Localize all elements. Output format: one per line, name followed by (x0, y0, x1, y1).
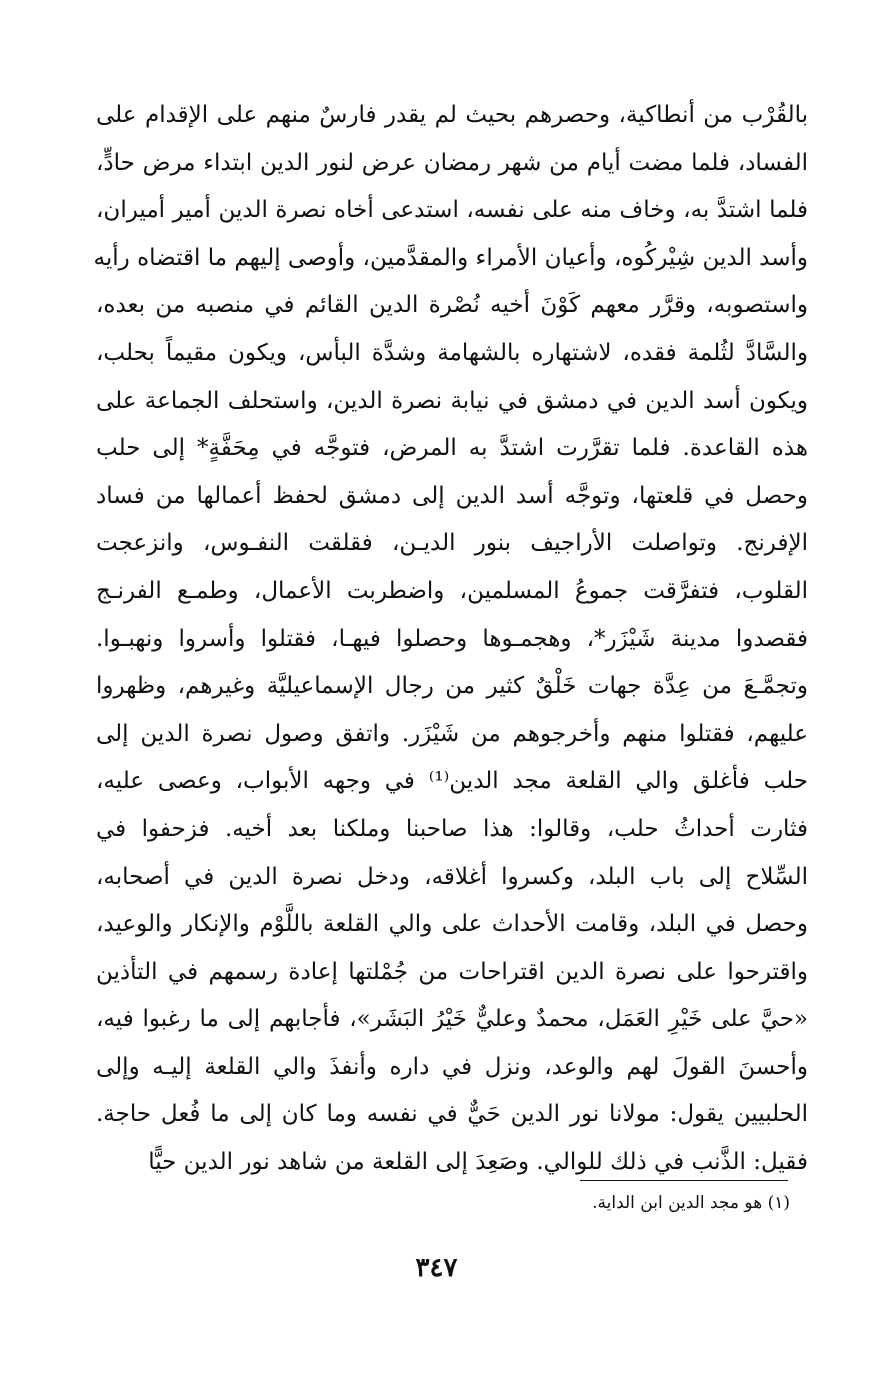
text-line: وأسد الدين شِيْركُوه، وأعيان الأمراء والمقدَّمين، وأوصى إليهم ما اقتضاه رأيه (93, 244, 808, 271)
text-line: عليهم، فقتلوا منهم وأخرجوهم من شَيْزَر. واتفق وصول نصرة الدين إلى (96, 720, 808, 747)
text-line: وأحسنَ القولَ لهم والوعد، ونزل في داره وأنفذَ والي القلعة إليـه وإلى (96, 1053, 808, 1080)
text-line: حلب فأغلق والي القلعة مجد الدين⁽¹⁾ في وجهه الأبواب، وعصى عليه، (96, 768, 808, 795)
text-line: فثارت أحداثُ حلب، وقالوا: هذا صاحبنا وملكنا بعد أخيه. فزحفوا في (96, 815, 808, 842)
footnote-separator (580, 1180, 788, 1181)
text-line: الفساد، فلما مضت أيام من شهر رمضان عرض لنور الدين ابتداء مرض حادٍّ، (96, 149, 808, 176)
text-line: هذه القاعدة. فلما تقرَّرت اشتدَّ به المرض، فتوجَّه في مِحَفَّةٍ* إلى حلب (96, 435, 808, 462)
text-line: واقترحوا على نصرة الدين اقتراحات من جُمْلتها إعادة رسمهم في التأذين (96, 958, 808, 985)
text-line: واستصوبه، وقرَّر معهم كَوْنَ أخيه نُصْرة الدين القائم في منصبه من بعده، (96, 292, 808, 319)
text-line: والسَّادَّ لثُلمة فقده، لاشتهاره بالشهامة وشدَّة البأس، ويكون مقيماً بحلب، (96, 339, 808, 366)
text-line: الحلبيين يقول: مولانا نور الدين حَيٌّ في نفسه وما كان إلى ما فُعل حاجة. (96, 1101, 808, 1128)
text-line: «حيَّ على خَيْرِ العَمَل، محمدٌ وعليٌّ خَيْرُ البَشَر»، فأجابهم إلى ما رغبوا فيه، (96, 1006, 808, 1033)
text-line: ويكون أسد الدين في دمشق في نيابة نصرة الدين، واستحلف الجماعة على (96, 387, 808, 414)
text-line: السِّلاح إلى باب البلد، وكسروا أغلاقه، ودخل نصرة الدين في أصحابه، (96, 863, 808, 890)
page-number: ٣٤٧ (415, 1253, 458, 1283)
text-line: وتجمَّـعَ من عِدَّة جهات خَلْقٌ كثير من رجال الإسماعيليَّة وغيرهم، وظهروا (96, 673, 808, 700)
text-line: وحصل في البلد، وقامت الأحداث على والي القلعة باللَّوْم والإنكار والوعيد، (96, 911, 808, 938)
footnote (400, 1188, 790, 1218)
text-line: بالقُرْب من أنطاكية، وحصرهم بحيث لم يقدر فارسٌ منهم على الإقدام على (96, 102, 808, 128)
text-line: فقصدوا مدينة شَيْزَر*، وهجمـوها وحصلوا فيهـا، فقتلوا وأسروا ونهبـوا. (96, 625, 808, 652)
text-line: وحصل في قلعتها، وتوجَّه أسد الدين إلى دمشق لحفظ أعمالها من فساد (96, 482, 808, 509)
footnote-text: هو مجد الدين ابن الداية. (592, 1193, 763, 1213)
footnote-marker: (١) (767, 1193, 790, 1213)
text-line: الإفرنج. وتواصلت الأراجيف بنور الديـن، فقلقت النفـوس، وانزعجت (96, 530, 808, 557)
body-text (93, 92, 808, 1187)
text-line: فقيل: الذَّنب في ذلك للوالي. وصَعِدَ إلى القلعة من شاهد نور الدين حيًّا (148, 1149, 808, 1176)
text-line: القلوب، فتفرَّقت جموعُ المسلمين، واضطربت الأعمال، وطمـع الفرنـج (96, 577, 808, 604)
text-line: فلما اشتدَّ به، وخاف منه على نفسه، استدعى أخاه نصرة الدين أمير أميران، (96, 197, 808, 224)
